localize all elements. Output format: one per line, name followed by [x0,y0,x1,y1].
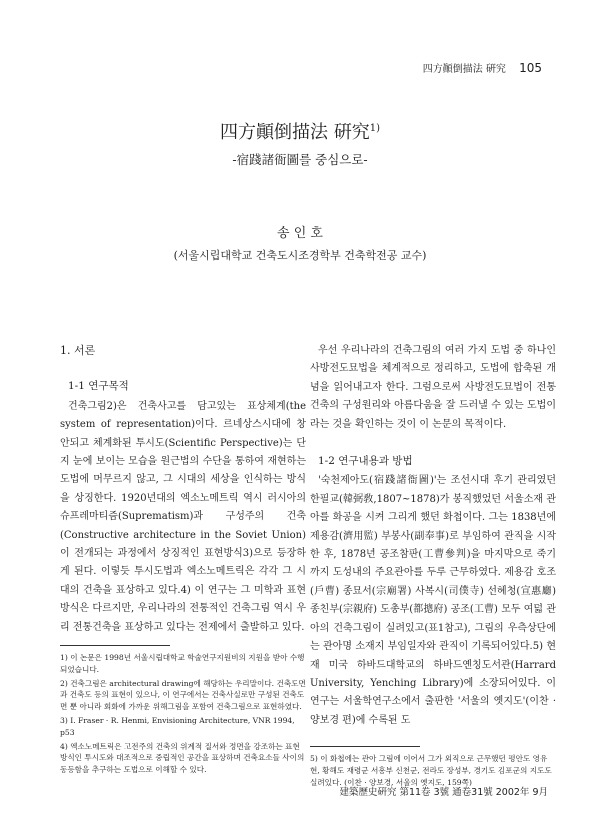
journal-footer: 建築歷史硏究 第11卷 3號 通卷31號 2002年 9月 [339,787,548,798]
footnote-5: 5) 이 화첩에는 관아 그림에 이어서 그가 외직으로 근무했던 평안도 영유현, 황해도 재령군 서흥부 신천군, 전라도 장성부, 경기도 김포군의 지도도 실려있다. (이찬 · 양보경, 서울의 옛지도, 159쪽) [310,754,552,787]
subsection-heading-purpose: 1-1 연구목적 [68,380,129,393]
left-column [60,342,306,778]
title-text: 四方顚倒描法 硏究 [220,122,370,143]
title-footnote-mark: 1) [369,123,380,134]
author-name: 송 인 호 [277,226,323,241]
paragraph-purpose-cont: 우선 우리나라의 건축그림의 여러 가지 도법 중 하나인 사방전도묘법을 체계적으로 정리하고, 도법에 합축된 개념을 읽어내고자 한다. 그럼으로써 사방전도묘법이 전통건축의 구성원리와 아름다움을 잘 드러낼 수 있는 도법이라는 것을 확인하는 것이 이 논문의 목적이다. [310,345,556,430]
page-number: 105 [519,61,542,75]
paragraph-purpose: 건축그림2)은 건축사고를 담고있는 표상체계(the system of representation)이다. 르네상스시대에 창안되고 체계화된 투시도(Scientific Perspective)는 단지 눈에 보이는 모습을 원근법의 수단을 통하여 재현하는 도법에 머무르지 않고, 그 시대의 세상을 인식하는 방식을 상징한다. 1920년대의 엑소노메트릭 역시 러시아의 슈프레마티즘(Suprematism)과 구성주의 건축(Constructive architecture in the Soviet Union)이 전개되는 과정에서 상징적인 표현방식3)으로 등장하게 된다. 이렇듯 투시도법과 엑소노메트릭은 각각 그 시대의 건축을 표상하고 있다.4) 이 연구는 그 미학과 표현방식은 다르지만, 우리나라의 전통적인 건축그림 역시 우리 전통건축을 표상하고 있다는 전제에서 출발하고 있다. [60,400,306,633]
footnote-3: 3) I. Fraser · R. Henmi, Envisioning Architecture, VNR 1994, p53 [60,716,295,737]
paper-title [0,118,600,144]
running-header-title: 四方顚倒描法 硏究 [422,64,506,75]
author-affiliation: (서울시립대학교 건축도시조경학부 건축학전공 교수) [173,249,427,262]
footnote-4: 4) 엑소노메트릭은 고전주의 건축의 위계적 질서와 정면을 강조하는 표현방식인 투시도와 대조적으로 중립적인 공간을 표상하며 건축요소들 사이의 동등함을 추구하는 도법으로 이해할 수 있다. [60,741,305,775]
section-heading-intro: 1. 서론 [60,344,96,357]
paper-subtitle: -宿踐諸衙圖를 중심으로- [232,152,368,167]
footnote-divider [310,746,420,747]
right-column [310,342,556,791]
footnote-1: 1) 이 논문은 1998년 서울시립대학교 학술연구지원비의 지원을 받아 수행되었습니다. [60,653,305,674]
footnote-divider [60,645,170,646]
paragraph-method: '숙천제아도(宿踐諸衙圖)'는 조선시대 후기 관리였던 한필교(韓弼敎,1807~1878)가 봉직했었던 서울소재 관아를 화공을 시켜 그리게 했던 화첩이다. 그는 1838년에 제용감(濟用監) 부봉사(副奉事)로 부임하여 관직을 시작한 후, 1878년 공조참판(工曹參判)을 마지막으로 죽기까지 도성내의 주요관아를 두루 근무하였다. 제용감 호조(戶曹) 종묘서(宗廟署) 사복시(司僕寺) 선혜청(宣惠廳) 종친부(宗親府) 도총부(都摠府) 공조(工曹) 모두 여덟 관아의 건축그림이 실려있고(표1참고), 그림의 우측상단에는 관아명 소재지 부임일자와 관직이 기록되어있다.5) 현재 미국 하바드대학교의 하바드옌칭도서관(Harrard University, Yenching Library)에 소장되어있다. 이 연구는 서울학연구소에서 출판한 '서울의 옛지도'(이찬 · 양보경 편)에 수록된 도 [310,475,556,726]
footnote-2: 2) 건축그림은 architectural drawing에 해당하는 우리말이다. 건축도면과 건축도 등의 표현이 있으나, 이 연구에서는 건축사실로만 구성된 건축도면 뿐 아니라 회화에 가까운 위해그림을 포함여 건축그림으로 표현하였다. [60,678,306,712]
subsection-heading-method: 1-2 연구내용과 방법 [318,455,413,468]
running-header [423,60,542,75]
